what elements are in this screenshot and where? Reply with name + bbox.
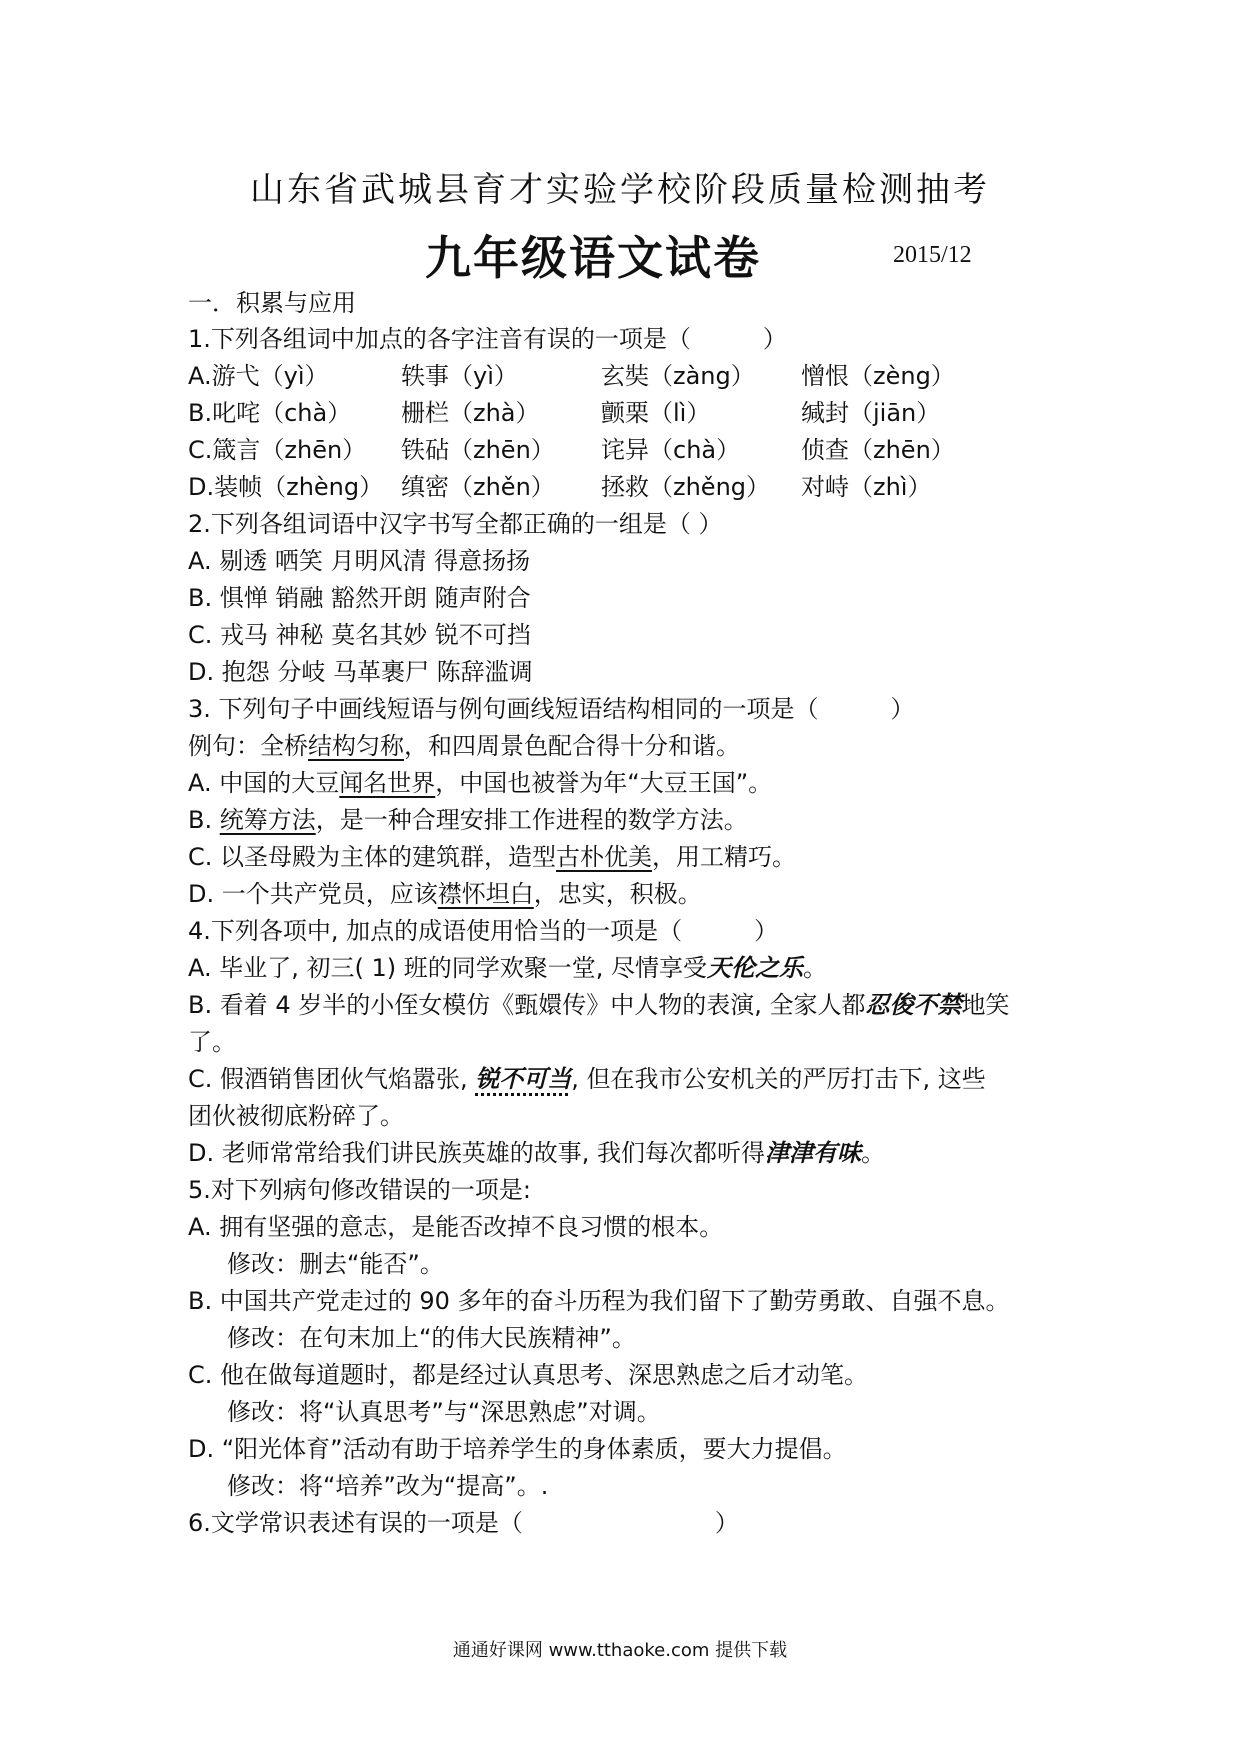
q1-option-cell: 拯救（zhěng） xyxy=(601,473,771,501)
question-6-stem: 6.文学常识表述有误的一项是（ ） xyxy=(188,1509,739,1537)
option-text: ，忠实，积极。 xyxy=(533,880,702,908)
section-title: 一．积累与应用 xyxy=(188,289,356,317)
option-text: B. 看着 4 岁半的小侄女模仿《甄嬛传》中人物的表演, 全家人都 xyxy=(188,991,866,1019)
question-5-option-b-fix: 修改：在句末加上“的伟大民族精神”。 xyxy=(227,1324,636,1352)
example-text: 例句：全桥 xyxy=(188,732,308,760)
option-text: B. xyxy=(188,806,220,834)
option-text: A. 中国的大豆 xyxy=(188,769,340,797)
question-3-option-a xyxy=(188,765,772,801)
question-5-option-a: A. 拥有坚强的意志，是能否改掉不良习惯的根本。 xyxy=(188,1213,724,1241)
q1-option-cell: 玄奘（zàng） xyxy=(601,362,755,390)
option-text: 地笑 xyxy=(961,991,1010,1019)
q1-option-cell: 轶事（yì） xyxy=(401,362,518,390)
option-text: ，用工精巧。 xyxy=(652,843,797,871)
option-text: 。 xyxy=(803,954,828,982)
q1-option-cell: 憎恨（zèng） xyxy=(801,362,955,390)
question-4-option-b-continued: 了。 xyxy=(188,1028,236,1056)
idiom-emphasis: 津津有味 xyxy=(765,1139,861,1167)
q1-option-cell: A.游弋（yì） xyxy=(188,362,329,390)
option-text: D. 老师常常给我们讲民族英雄的故事, 我们每次都听得 xyxy=(188,1139,765,1167)
footer-watermark: 通通好课网 www.tthaoke.com 提供下载 xyxy=(452,1640,788,1661)
q1-option-cell: 侦查（zhēn） xyxy=(801,436,955,464)
question-5-stem: 5.对下列病句修改错误的一项是: xyxy=(188,1176,531,1204)
question-5-option-c: C. 他在做每道题时，都是经过认真思考、深思熟虑之后才动笔。 xyxy=(188,1361,869,1389)
idiom-emphasis: 锐不可当 xyxy=(475,1065,572,1093)
q1-option-cell: D.装帧（zhèng） xyxy=(188,473,384,501)
exam-title: 九年级语文试卷 xyxy=(425,231,761,285)
option-text: C. 假酒销售团伙气焰嚣张, xyxy=(188,1065,476,1093)
q1-option-cell: B.叱咤（chà） xyxy=(188,399,352,427)
option-text: ，中国也被誉为年“大豆王国”。 xyxy=(435,769,773,797)
option-text: C. 以圣母殿为主体的建筑群，造型 xyxy=(188,843,557,871)
question-2-option-b: B. 惧惮 销融 豁然开朗 随声附合 xyxy=(188,584,531,612)
question-5-option-d: D. “阳光体育”活动有助于培养学生的身体素质，要大力提倡。 xyxy=(188,1435,847,1463)
question-5-option-a-fix: 修改：删去“能否”。 xyxy=(227,1250,444,1278)
question-5-option-d-fix: 修改：将“培养”改为“提高”。. xyxy=(227,1472,549,1500)
question-4-option-d xyxy=(188,1135,885,1171)
question-3-stem: 3. 下列句子中画线短语与例句画线短语结构相同的一项是（ ） xyxy=(188,695,915,723)
q1-option-cell: 铁砧（zhēn） xyxy=(401,436,555,464)
q1-option-cell: 缜密（zhěn） xyxy=(401,473,555,501)
option-text: ，是一种合理安排工作进程的数学方法。 xyxy=(315,806,748,834)
question-3-option-d xyxy=(188,876,702,912)
q1-option-cell: 诧异（chà） xyxy=(601,436,741,464)
underlined-phrase: 古朴优美 xyxy=(556,843,653,871)
question-4-option-b xyxy=(188,987,1010,1023)
underlined-phrase: 统筹方法 xyxy=(219,806,316,834)
option-text: A. 毕业了, 初三( 1) 班的同学欢聚一堂, 尽情享受 xyxy=(188,954,708,982)
question-2-option-c: C. 戎马 神秘 莫名其妙 锐不可挡 xyxy=(188,621,531,649)
underlined-phrase: 襟怀坦白 xyxy=(437,880,534,908)
question-3-example xyxy=(188,728,740,764)
option-text: 。 xyxy=(861,1139,885,1167)
question-4-stem: 4.下列各项中, 加点的成语使用恰当的一项是（ ） xyxy=(188,917,779,945)
school-title: 山东省武城县育才实验学校阶段质量检测抽考 xyxy=(250,170,990,210)
question-4-option-c-continued: 团伙被彻底粉碎了。 xyxy=(188,1102,404,1130)
underlined-phrase: 闻名世界 xyxy=(339,769,436,797)
question-4-option-a xyxy=(188,950,827,986)
q1-option-cell: 颤栗（lì） xyxy=(601,399,711,427)
question-2-option-d: D. 抱怨 分岐 马革裹尸 陈辞滥调 xyxy=(188,658,533,686)
underlined-phrase: 结构匀称 xyxy=(308,732,404,760)
example-text: ，和四周景色配合得十分和谐。 xyxy=(404,732,740,760)
q1-option-cell: C.箴言（zhēn） xyxy=(188,436,367,464)
question-5-option-c-fix: 修改：将“认真思考”与“深思熟虑”对调。 xyxy=(227,1398,661,1426)
question-2-option-a: A. 剔透 哂笑 月明风清 得意扬扬 xyxy=(188,547,531,575)
question-1-stem: 1.下列各组词中加点的各字注音有误的一项是（ ） xyxy=(188,325,787,353)
question-5-option-b: B. 中国共产党走过的 90 多年的奋斗历程为我们留下了勤劳勇敢、自强不息。 xyxy=(188,1287,1010,1315)
q1-option-cell: 对峙（zhì） xyxy=(801,473,932,501)
exam-date: 2015/12 xyxy=(893,242,972,268)
option-text: , 但在我市公安机关的严厉打击下, 这些 xyxy=(571,1065,986,1093)
q1-option-cell: 栅栏（zhà） xyxy=(401,399,540,427)
question-2-stem: 2.下列各组词语中汉字书写全都正确的一组是（ ） xyxy=(188,510,723,538)
question-3-option-c xyxy=(188,839,796,875)
idiom-emphasis: 天伦之乐 xyxy=(707,954,804,982)
q1-option-cell: 缄封（jiān） xyxy=(801,399,941,427)
question-3-option-b xyxy=(188,802,748,838)
option-text: D. 一个共产党员，应该 xyxy=(188,880,438,908)
idiom-emphasis: 忍俊不禁 xyxy=(865,991,962,1019)
question-4-option-c xyxy=(188,1061,986,1097)
